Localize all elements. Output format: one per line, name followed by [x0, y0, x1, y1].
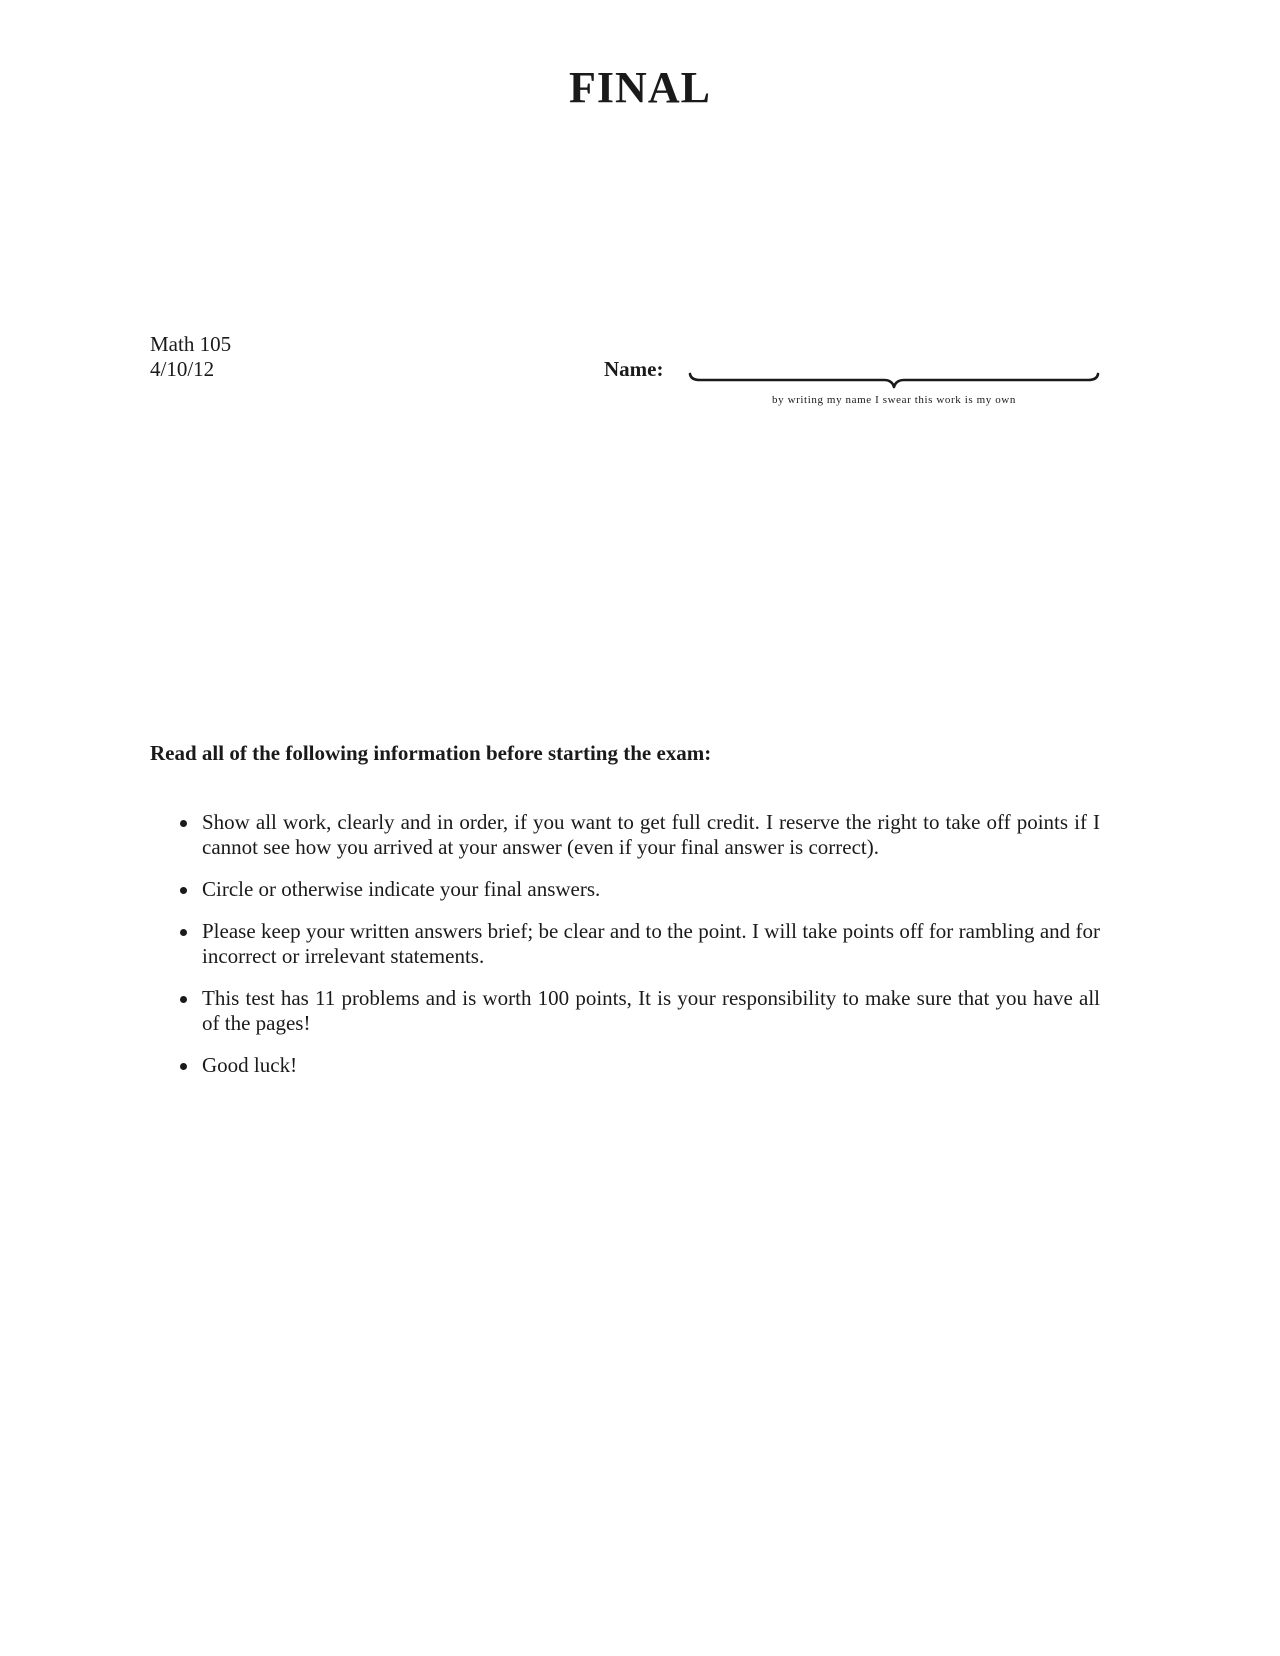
bullet-icon	[180, 887, 187, 894]
instructions-heading: Read all of the following information before starting the exam:	[150, 741, 712, 765]
list-item-text: Please keep your written answers brief; be clear and to the point. I will take points off for rambling and for incorrect or irrelevant statements.	[202, 919, 1100, 968]
name-signature-line[interactable]	[688, 372, 1100, 394]
list-item-text: Good luck!	[202, 1053, 298, 1077]
list-item	[150, 877, 1100, 902]
underbrace-icon	[688, 372, 1100, 394]
list-item	[150, 1053, 1100, 1078]
bullet-icon	[180, 996, 187, 1003]
list-item	[150, 986, 1100, 1036]
list-item	[150, 810, 1100, 860]
course-info	[150, 332, 231, 382]
list-item-text: Circle or otherwise indicate your final answers.	[202, 877, 601, 901]
exam-date: 4/10/12	[150, 357, 215, 381]
course-name: Math 105	[150, 332, 232, 356]
list-item	[150, 919, 1100, 969]
bullet-icon	[180, 929, 187, 936]
bullet-icon	[180, 1063, 187, 1070]
bullet-icon	[180, 820, 187, 827]
oath-text: by writing my name I swear this work is my own	[772, 394, 1016, 406]
instructions-list	[150, 810, 1100, 1095]
list-item-text: This test has 11 problems and is worth 100 points, It is your responsibility to make sure that you have all of the pages!	[202, 986, 1100, 1035]
list-item-text: Show all work, clearly and in order, if you want to get full credit. I reserve the right to take off points if I cannot see how you arrived at your answer (even if your final answer is correct).	[202, 810, 1100, 859]
page-title: FINAL	[569, 63, 711, 112]
name-label: Name:	[604, 357, 664, 381]
